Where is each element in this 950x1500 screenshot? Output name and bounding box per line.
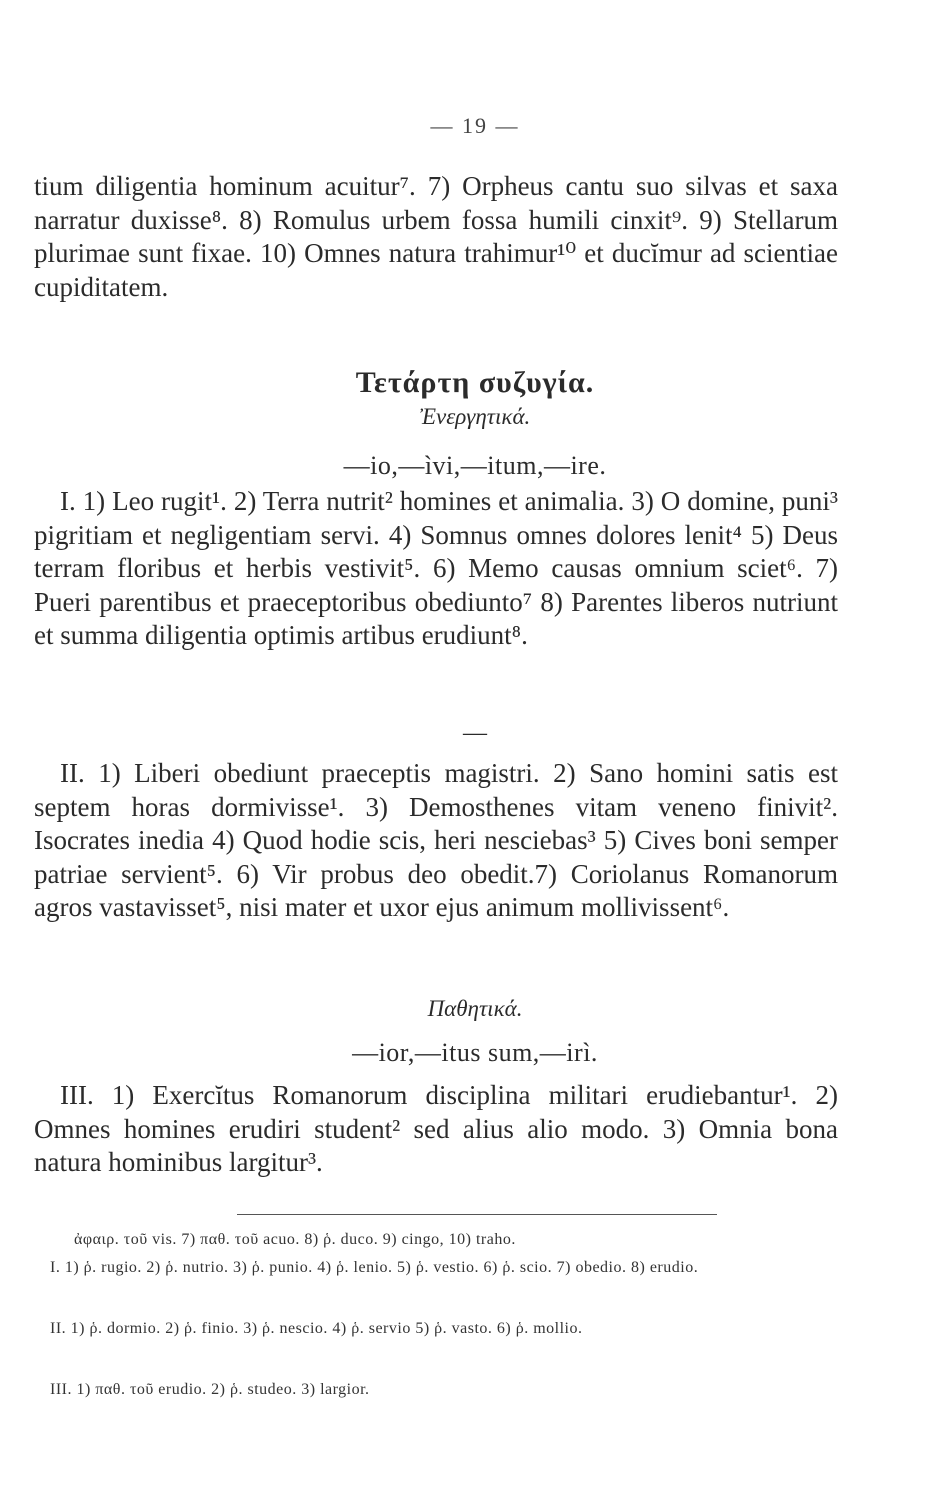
section-III-exercises: III. 1) Exercĭtus Romanorum disciplina militari erudiebantur¹. 2) Omnes homines erudiri student² sed alius alio modo. 3) Omnia bona natura hominibus largitur³.	[34, 1080, 838, 1177]
heading-passive-voice: Παθητικά.	[427, 996, 523, 1021]
section-I-exercises: I. 1) Leo rugit¹. 2) Terra nutrit² homines et animalia. 3) O domine, puni³ pigritiam et negligentiam servi. 4) Somnus omnes dolores lenit⁴ 5) Deus terram floribus et herbis vestivit⁵. 6) Memo causas omnium sciet⁶. 7) Pueri parentibus et praeceptoribus obediunto⁷ 8) Parentes liberos nutriunt et summa diligentia optimis artibus erudiunt⁸.	[34, 486, 838, 650]
footnote-section-I: I. 1) ῥ. rugio. 2) ῥ. nutrio. 3) ῥ. punio. 4) ῥ. lenio. 5) ῥ. vestio. 6) ῥ. scio. 7) obedio. 8) erudio.	[50, 1259, 699, 1276]
heading-active-voice: Ἐνεργητικά.	[419, 404, 531, 429]
paragraph-continuation: tium diligentia hominum acuitur⁷. 7) Orpheus cantu suo silvas et saxa narratur duxisse⁸. 8) Romulus urbem fossa humili cinxit⁹. 9) Stellarum plurimae sunt fixae. 10) Omnes natura trahimur¹⁰ et ducĭmur ad scientiae cupiditatem.	[34, 171, 838, 302]
page-number: — 19 —	[430, 113, 520, 138]
heading-fourth-conjugation: Τετάρτη συζυγία.	[355, 366, 595, 399]
footnote-divider	[237, 1214, 717, 1215]
footnote-line: ἀφαιρ. τοῦ vis. 7) παθ. τοῦ acuo. 8) ῥ. duco. 9) cingo, 10) traho.	[74, 1231, 516, 1248]
footnote-section-II: II. 1) ῥ. dormio. 2) ῥ. finio. 3) ῥ. nescio. 4) ῥ. servio 5) ῥ. vasto. 6) ῥ. mollio.	[50, 1320, 583, 1337]
section-separator: —	[463, 720, 487, 746]
conjugation-endings-active: —io,—ìvi,—itum,—ire.	[343, 451, 607, 480]
conjugation-endings-passive: —ior,—itus sum,—irì.	[352, 1038, 598, 1067]
section-II-exercises: II. 1) Liberi obediunt praeceptis magistri. 2) Sano homini satis est septem horas dormivisse¹. 3) Demosthenes vitam veneno finivit². Isocrates inedia 4) Quod hodie scis, heri nesciebas³ 5) Cives boni semper patriae servient⁵. 6) Vir probus deo obedit.7) Coriolanus Romanorum agros vastavisset⁵, nisi mater et uxor ejus animum mollivissent⁶.	[34, 758, 838, 922]
footnote-section-III: III. 1) παθ. τοῦ erudio. 2) ῥ. studeo. 3) largior.	[50, 1381, 370, 1398]
